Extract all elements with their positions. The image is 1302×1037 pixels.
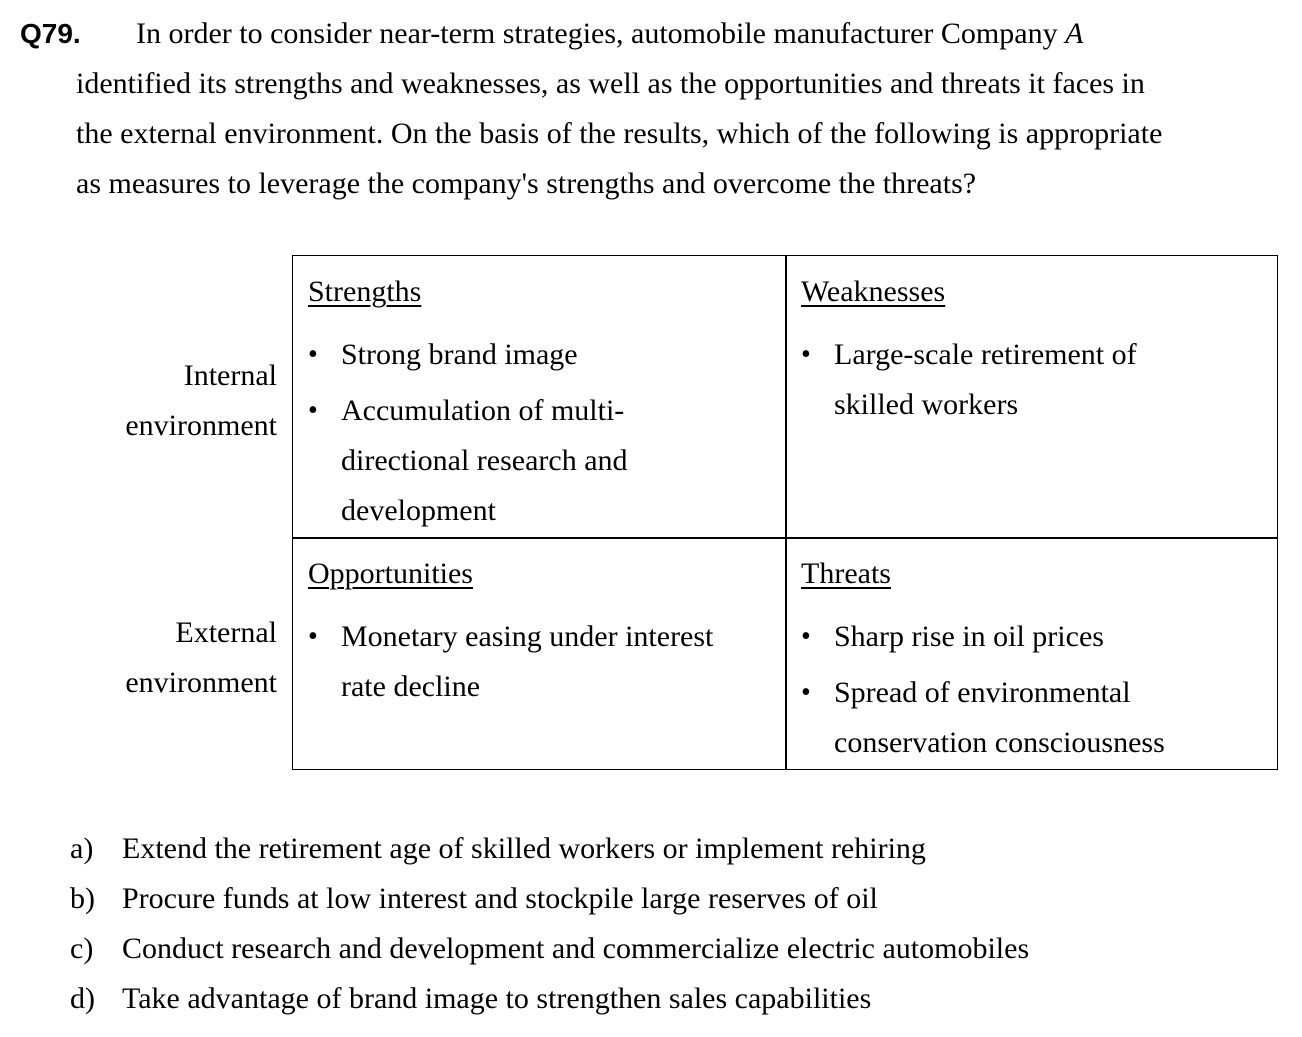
external-label-line-1: External bbox=[175, 616, 277, 649]
question-line-1: In order to consider near-term strategies, automobile manufacturer Company A bbox=[136, 17, 1084, 50]
question-line-2: identified its strengths and weaknesses, as well as the opportunities and threats it faces in bbox=[76, 67, 1145, 100]
list-item: • Accumulation of multi- directional research and development bbox=[308, 386, 768, 536]
question-line-4: as measures to leverage the company's strengths and overcome the threats? bbox=[76, 167, 977, 200]
list-item: • Strong brand image bbox=[308, 330, 768, 380]
strengths-list bbox=[308, 330, 768, 542]
list-item: • Spread of environmental conservation consciousness bbox=[801, 668, 1271, 768]
option-d: d) Take advantage of brand image to strengthen sales capabilities bbox=[70, 982, 872, 1015]
threats-title: Threats bbox=[801, 557, 891, 590]
swot-vertical-divider bbox=[785, 256, 787, 769]
weaknesses-title: Weaknesses bbox=[801, 275, 946, 308]
list-item: • Sharp rise in oil prices bbox=[801, 612, 1271, 662]
internal-label-line-1: Internal bbox=[183, 359, 277, 392]
external-label-line-2: environment bbox=[125, 666, 277, 699]
company-letter: A bbox=[1065, 17, 1084, 50]
opportunities-title: Opportunities bbox=[308, 557, 473, 590]
threats-list bbox=[801, 612, 1271, 774]
weaknesses-list bbox=[801, 330, 1261, 436]
question-line-3: the external environment. On the basis of the results, which of the following is appropriate bbox=[76, 117, 1163, 150]
option-c: c) Conduct research and development and commercialize electric automobiles bbox=[70, 932, 1030, 965]
list-item: • Monetary easing under interest rate decline bbox=[308, 612, 778, 712]
external-environment-label bbox=[125, 608, 277, 708]
answer-options bbox=[70, 824, 1029, 1024]
internal-environment-label bbox=[125, 351, 277, 451]
question-number: Q79. bbox=[20, 18, 81, 49]
list-item: • Large-scale retirement of skilled workers bbox=[801, 330, 1261, 430]
internal-label-line-2: environment bbox=[125, 409, 277, 442]
option-a: a) Extend the retirement age of skilled workers or implement rehiring bbox=[70, 832, 926, 865]
opportunities-list bbox=[308, 612, 778, 718]
swot-table bbox=[292, 255, 1278, 770]
option-b: b) Procure funds at low interest and stockpile large reserves of oil bbox=[70, 882, 878, 915]
strengths-title: Strengths bbox=[308, 275, 422, 308]
